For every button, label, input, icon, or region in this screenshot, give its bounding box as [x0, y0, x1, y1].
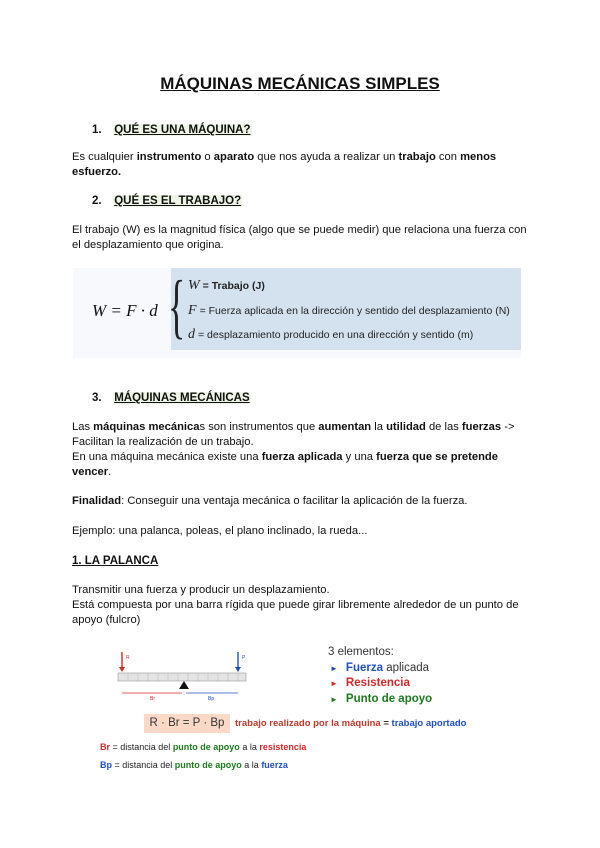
bold-run: utilidad — [386, 421, 426, 433]
bold-run: trabajo — [398, 151, 436, 163]
text-run: con — [435, 151, 461, 163]
section-title: MÁQUINAS MECÁNICAS — [114, 392, 250, 404]
text-run: a la — [241, 760, 262, 770]
bullet-icon: ► — [330, 663, 338, 673]
text-run: Facilitan la realización de un trabajo. — [72, 436, 254, 448]
bold-run: resistencia — [259, 742, 307, 752]
text-run: . — [108, 466, 112, 478]
text-run: o — [201, 151, 214, 163]
text-run: Está compuesta por una barra rígida que puede girar libremente alrededor de un punto de apoyo (fulcro) — [72, 599, 519, 626]
formula-def-w — [188, 278, 265, 294]
text-run: En una máquina mecánica existe una — [72, 451, 262, 463]
page-title: MÁQUINAS MECÁNICAS SIMPLES — [160, 74, 440, 93]
lever-svg — [112, 648, 252, 708]
lever-elements-list — [328, 645, 432, 707]
bold-run: menos esfuerzo. — [72, 151, 497, 178]
text-run: Las — [72, 421, 94, 433]
section-3-heading — [92, 392, 251, 404]
section-title: QUÉ ES UNA MÁQUINA? — [114, 124, 251, 136]
bold-run: punto de apoyo — [174, 760, 242, 770]
section-1-heading — [92, 124, 252, 136]
text-run: Es cualquier — [72, 151, 137, 163]
list-item — [328, 661, 432, 677]
bold-run: fuerzas — [461, 421, 502, 433]
symbol: Br — [100, 742, 111, 752]
definition: = Trabajo (J) — [202, 280, 265, 292]
section-2-heading — [92, 195, 242, 207]
list-item — [328, 692, 432, 708]
definition: = Fuerza aplicada en la dirección y sentido del desplazamiento (N) — [199, 305, 510, 317]
br-definition — [100, 742, 306, 752]
text-run: -> — [501, 421, 515, 433]
bold-run: fuerza — [261, 760, 288, 770]
br-label: Br — [150, 696, 155, 702]
element-suffix: aplicada — [383, 661, 430, 674]
bold-run: fuerza que se pretende vencer — [72, 451, 498, 478]
ejemplo-text: Ejemplo: una palanca, poleas, el plano inclinado, la rueda... — [72, 525, 368, 537]
bp-label: Bp — [208, 696, 215, 702]
text-run: = distancia del — [112, 760, 175, 770]
bold-run: Finalidad — [72, 495, 122, 507]
text-run: Transmitir una fuerza y producir un desplazamiento. — [72, 584, 330, 596]
symbol: d — [188, 327, 195, 342]
work-formula: W = F · d — [92, 301, 158, 320]
bold-run: aumentan — [318, 421, 372, 433]
section-number: 1. — [92, 124, 102, 136]
equation-explanation — [235, 718, 466, 729]
text-run: de las — [425, 421, 462, 433]
element-name: Fuerza — [345, 661, 383, 674]
section-number: 3. — [92, 392, 102, 404]
element-name: Punto de apoyo — [345, 692, 433, 705]
bullet-icon: ► — [330, 679, 338, 688]
bullet-icon: ► — [330, 694, 338, 704]
text-run: a la — [239, 742, 260, 752]
symbol: F — [188, 303, 197, 318]
resistance-label: R — [126, 655, 130, 661]
force-label: P — [242, 655, 246, 661]
list-item — [328, 676, 432, 692]
lever-equation: R · Br = P · Bp — [144, 714, 230, 733]
text-run: trabajo aportado — [391, 718, 467, 729]
symbol: Bp — [100, 760, 112, 770]
bp-definition — [100, 760, 288, 770]
text-run: que nos ayuda a realizar un — [254, 151, 399, 163]
text-run: = distancia del — [110, 742, 173, 752]
text-run: trabajo realizado por la máquina — [235, 718, 381, 729]
formula-def-f — [188, 303, 510, 319]
formula-def-d — [188, 327, 473, 343]
finalidad-text — [72, 494, 532, 509]
lever-bar — [118, 673, 246, 681]
bold-run: instrumento — [136, 151, 202, 163]
palanca-heading: 1. LA PALANCA — [72, 555, 159, 567]
section-number: 2. — [92, 195, 102, 207]
text-run: : Conseguir una ventaja mecánica o facilitar la aplicación de la fuerza. — [121, 495, 468, 507]
section-2-text: El trabajo (W) es la magnitud física (algo que se puede medir) que relaciona una fuerza con el desplazamiento que origina. — [72, 224, 527, 251]
bold-run: aparato — [213, 151, 255, 163]
text-run: y una — [342, 451, 377, 463]
section-3-text — [72, 420, 532, 480]
definition: = desplazamiento producido en una dirección y sentido (m) — [198, 329, 474, 341]
section-title: QUÉ ES EL TRABAJO? — [114, 195, 242, 207]
elements-title: 3 elementos: — [328, 646, 394, 658]
fulcrum-icon — [179, 681, 189, 689]
section-1-text — [72, 150, 532, 180]
resistance-arrowhead-icon — [119, 667, 125, 672]
force-arrowhead-icon — [235, 667, 241, 672]
text-run: la — [371, 421, 387, 433]
bold-run: máquinas mecánica — [93, 421, 200, 433]
palanca-text — [72, 583, 532, 628]
text-run: = — [380, 718, 392, 729]
bold-run: fuerza aplicada — [261, 451, 343, 463]
symbol: W — [188, 278, 200, 293]
element-name: Resistencia — [345, 677, 410, 689]
text-run: s son instrumentos que — [199, 421, 319, 433]
lever-diagram — [112, 648, 252, 708]
brace-icon: { — [168, 266, 186, 346]
bold-run: punto de apoyo — [172, 742, 240, 752]
